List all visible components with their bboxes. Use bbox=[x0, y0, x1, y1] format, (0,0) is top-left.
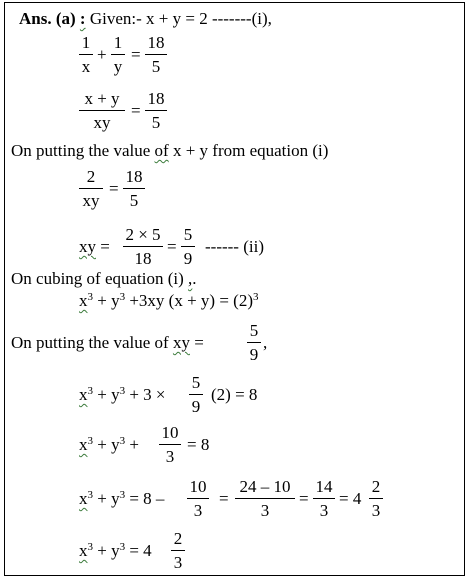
numerator: 2 bbox=[173, 529, 183, 548]
putting-xy-line bbox=[11, 333, 204, 353]
exponent: 3 bbox=[119, 385, 126, 397]
text-segment: +3xy (x + y) = (2) bbox=[125, 291, 254, 310]
text-segment-of: of bbox=[154, 141, 169, 160]
equals-sign: = bbox=[299, 489, 309, 508]
text-segment: On putting the value bbox=[11, 141, 155, 160]
denominator: 3 bbox=[319, 501, 329, 520]
denominator: 3 bbox=[260, 501, 270, 520]
numerator: 14 bbox=[315, 477, 333, 496]
numerator: 2 bbox=[371, 477, 381, 496]
text-segment: On putting the value of bbox=[11, 333, 173, 352]
fraction-2x5-over-18 bbox=[123, 225, 163, 269]
text-segment: = 8 – bbox=[125, 489, 165, 508]
text-segment: + 3 × bbox=[125, 385, 166, 404]
exponent: 3 bbox=[119, 541, 126, 553]
x-term: x bbox=[79, 541, 88, 560]
denominator: 5 bbox=[129, 191, 139, 210]
text-segment: x + y from equation (i) bbox=[168, 141, 329, 160]
text-segment: , bbox=[188, 269, 193, 288]
exponent: 3 bbox=[87, 291, 93, 303]
comma: , bbox=[263, 333, 268, 352]
text-segment: + y bbox=[93, 489, 120, 508]
denominator: 18 bbox=[134, 249, 152, 268]
xy-term: xy bbox=[172, 333, 190, 352]
fraction-10-over-3 bbox=[159, 423, 181, 467]
fraction-18-over-5 bbox=[145, 33, 167, 77]
numerator: 10 bbox=[189, 477, 207, 496]
numerator: 2 × 5 bbox=[125, 225, 161, 244]
denominator: xy bbox=[82, 191, 100, 210]
denominator: 3 bbox=[173, 553, 183, 572]
denominator: 9 bbox=[183, 249, 193, 268]
denominator: 9 bbox=[191, 397, 201, 416]
text-segment: (2) = 8 bbox=[211, 385, 258, 404]
exponent: 3 bbox=[87, 385, 93, 397]
fraction-1-over-x bbox=[79, 33, 93, 77]
simplify-line bbox=[79, 435, 139, 455]
text-segment: On cubing of equation (i) bbox=[11, 269, 189, 288]
equals-sign: = bbox=[109, 179, 119, 198]
answer-box bbox=[4, 2, 465, 576]
numerator: 2 bbox=[86, 167, 96, 186]
calculation-line bbox=[79, 489, 164, 509]
denominator: xy bbox=[93, 113, 111, 132]
numerator: x + y bbox=[84, 89, 120, 108]
numerator: 5 bbox=[249, 321, 259, 340]
equals-sign: = bbox=[189, 333, 204, 352]
numerator: 24 – 10 bbox=[239, 477, 291, 496]
exponent: 3 bbox=[253, 291, 259, 303]
fraction-10-over-3 bbox=[187, 477, 209, 521]
x-term: x bbox=[79, 435, 88, 454]
text-segment: + y bbox=[93, 385, 120, 404]
denominator: 9 bbox=[249, 345, 259, 364]
equals-sign: = bbox=[219, 489, 229, 508]
equals-sign: = bbox=[167, 237, 177, 256]
fraction-14-over-3 bbox=[313, 477, 335, 521]
text-segment: + y bbox=[93, 435, 120, 454]
text-segment: = 4 bbox=[125, 541, 152, 560]
answer-heading bbox=[19, 9, 272, 29]
fraction-1-over-y bbox=[111, 33, 125, 77]
answer-colon: : bbox=[79, 9, 86, 28]
fraction-2-over-3 bbox=[369, 477, 383, 521]
xy-term: xy bbox=[79, 237, 96, 256]
exponent: 3 bbox=[119, 435, 126, 447]
denominator: y bbox=[113, 57, 123, 76]
exponent: 3 bbox=[87, 489, 93, 501]
x-term: x bbox=[79, 489, 88, 508]
equals-sign: = bbox=[96, 237, 110, 256]
fraction-xplusy-over-xy bbox=[79, 89, 125, 133]
fraction-2-over-xy bbox=[79, 167, 103, 211]
numerator: 18 bbox=[147, 89, 165, 108]
cubing-line bbox=[11, 269, 197, 289]
numerator: 18 bbox=[125, 167, 143, 186]
text-segment: = 8 bbox=[187, 435, 210, 454]
denominator: 3 bbox=[371, 501, 381, 520]
answer-label: Ans. (a) bbox=[19, 9, 80, 28]
plus-sign: + bbox=[97, 45, 107, 64]
final-result-line bbox=[79, 541, 152, 561]
fraction-5-over-9 bbox=[181, 225, 195, 269]
numerator: 5 bbox=[183, 225, 193, 244]
cube-identity bbox=[79, 291, 259, 311]
numerator: 18 bbox=[147, 33, 165, 52]
substitution-line bbox=[79, 385, 166, 405]
denominator: 3 bbox=[193, 501, 203, 520]
fraction-5-over-9 bbox=[247, 321, 261, 365]
denominator: 5 bbox=[151, 113, 161, 132]
fraction-18-over-5 bbox=[123, 167, 145, 211]
xy-equals bbox=[79, 237, 110, 257]
denominator: 3 bbox=[165, 447, 175, 466]
exponent: 3 bbox=[119, 291, 126, 303]
fraction-2-over-3 bbox=[171, 529, 185, 573]
denominator: x bbox=[81, 57, 91, 76]
putting-value-line bbox=[11, 141, 328, 161]
x-term: x bbox=[79, 291, 88, 310]
exponent: 3 bbox=[119, 489, 126, 501]
fraction-24minus10-over-3 bbox=[235, 477, 295, 521]
text-segment: + bbox=[125, 435, 139, 454]
exponent: 3 bbox=[87, 541, 93, 553]
numerator: 10 bbox=[161, 423, 179, 442]
numerator: 1 bbox=[81, 33, 91, 52]
text-segment: + y bbox=[93, 291, 120, 310]
fraction-5-over-9 bbox=[189, 373, 203, 417]
equals-sign: = bbox=[131, 101, 141, 120]
text-segment: + y bbox=[93, 541, 120, 560]
denominator: 5 bbox=[151, 57, 161, 76]
numerator: 5 bbox=[191, 373, 201, 392]
equals-sign: = bbox=[131, 45, 141, 64]
given-text: Given:- x + y = 2 -------(i), bbox=[85, 9, 272, 28]
fraction-18-over-5 bbox=[145, 89, 167, 133]
text-segment: . bbox=[192, 269, 197, 288]
x-term: x bbox=[79, 385, 88, 404]
text-segment: = 4 bbox=[339, 489, 362, 508]
numerator: 1 bbox=[113, 33, 123, 52]
exponent: 3 bbox=[87, 435, 93, 447]
equation-tag-ii: ------ (ii) bbox=[205, 237, 264, 256]
